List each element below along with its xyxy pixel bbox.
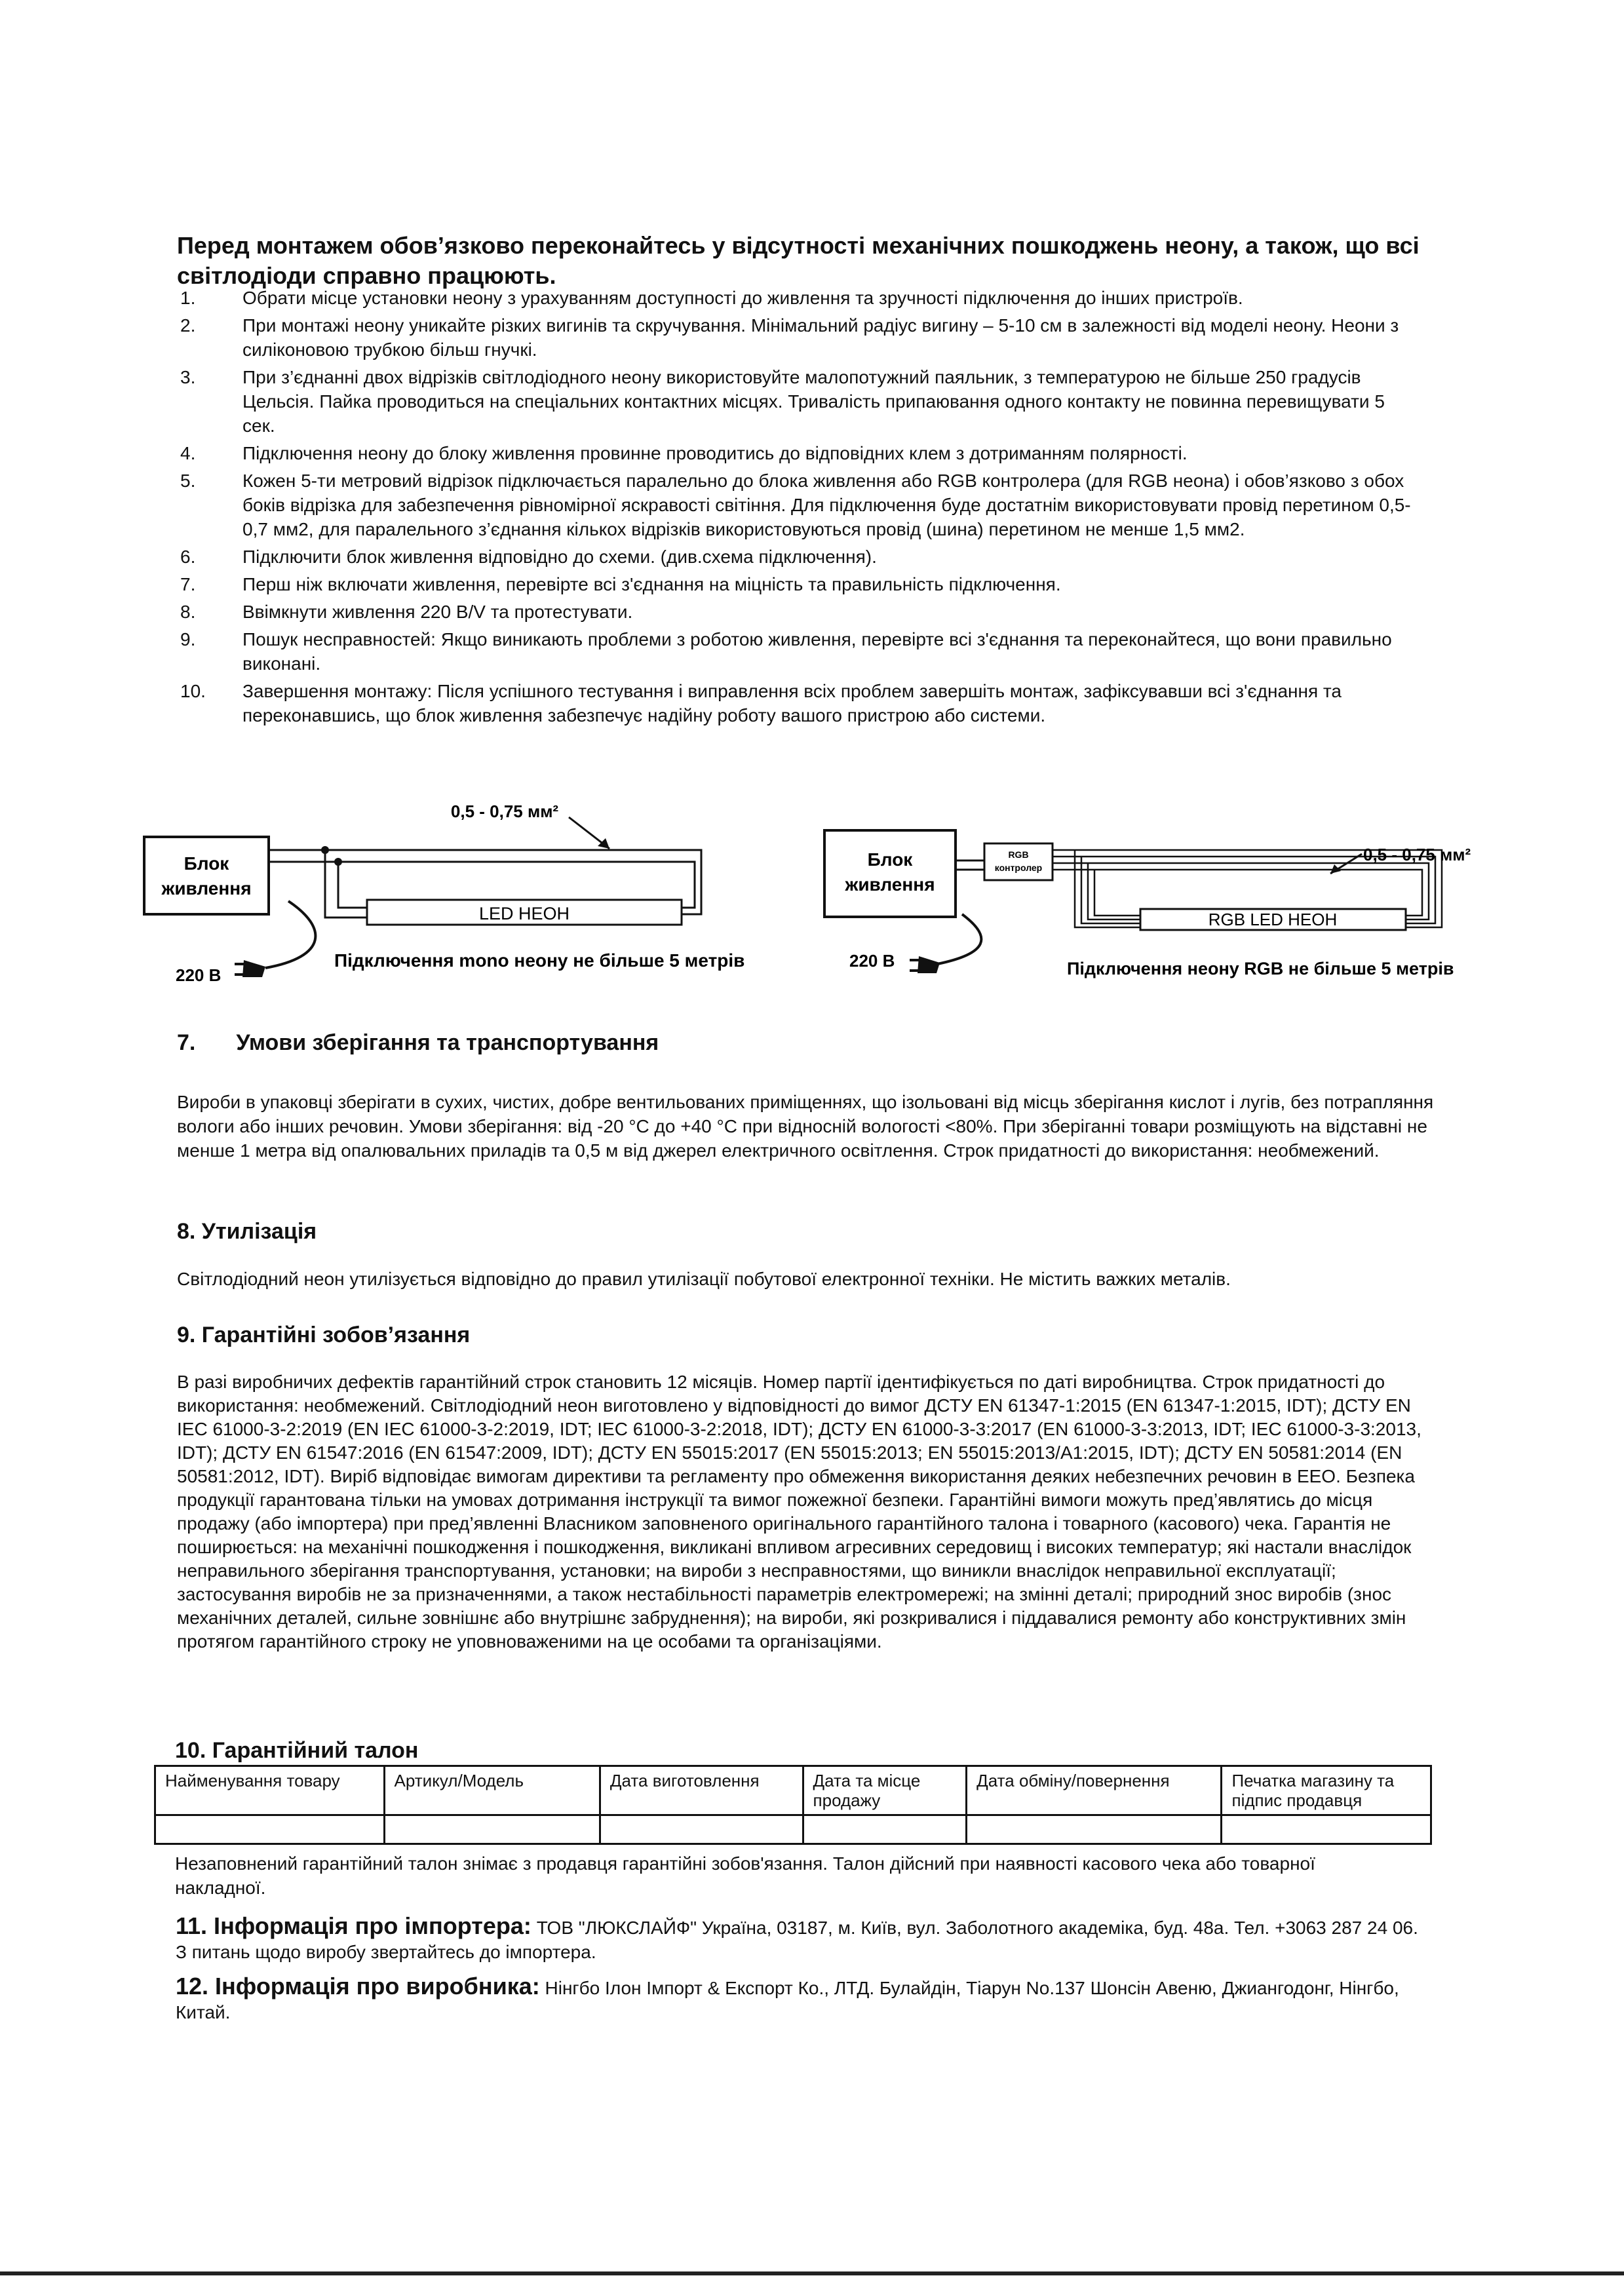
storage-text: Вироби в упаковці зберігати в сухих, чистих, добре вентильованих приміщеннях, що ізольовані від місць зберігання кислот і лугів, без потрапляння вологи або інших речовин. Умови зберігання: від -20 °С до +40 °С при відносній вологості <80%. При зберіганні товари розміщують на відставні не менше 1 метра від опалювальних приладів та 0,5 м від джерел електричного освітлення. Строк придатності до використання: необмежений. [177,1092,1434,1161]
guarantee-note: Незаповнений гарантійний талон знімає з продавця гарантійні зобов'язання. Талон дійсний при наявності касового чека або товарної накладної. [175,1853,1315,1898]
section-storage [177,1030,1435,1163]
step-number: 10. [180,681,206,701]
section-title: Умови зберігання та транспортування [236,1030,659,1055]
manufacturer-text: Нінгбо Ілон Імпорт & Експорт Ко., ЛТД. Булайдін, Тіарун No.137 Шонсін Авеню, Джиангодонг, Нінгбо, Китай. [176,1978,1399,2022]
table-row [155,1815,1431,1844]
strip-label: LED НЕОН [478,904,570,923]
junction-dot [334,858,342,866]
section-title: 8. Утилізація [177,1219,317,1244]
manufacturer-label: 12. Інформація про виробника: [176,1973,540,2000]
step-number: 5. [180,471,196,491]
step-number: 4. [180,443,196,463]
importer-text: ТОВ "ЛЮКСЛАЙФ" Україна, 03187, м. Київ, вул. Заболотного академіка, буд. 48а. Тел. +3063 287 24 06. З питань щодо виробу звертайтесь до імпортера. [176,1918,1418,1962]
psu-label-line2: живлення [161,878,252,898]
step-text: Перш ніж включати живлення, перевірте всі з'єднання на міцність та правильність підключення. [242,574,1061,594]
table-cell [600,1815,803,1844]
controller-label-line2: контролер [994,862,1043,873]
guarantee-table [154,1765,1432,1845]
disposal-text: Світлодіодний неон утилізується відповідно до правил утилізації побутової електронної техніки. Не містить важких металів. [177,1269,1231,1289]
table-cell [155,1815,385,1844]
table-header-row [155,1766,1431,1815]
step-number: 6. [180,547,196,567]
wire-gauge-label: 0,5 - 0,75 мм² [1363,845,1471,864]
intro-title: Перед монтажем обов’язково переконайтесь у відсутності механічних пошкоджень неону, а також, що всі світлодіоди справно працюють. [177,232,1420,289]
strip-label: RGB LED НЕОН [1208,910,1338,929]
controller-label-line1: RGB [1008,849,1029,860]
plug-icon [918,956,940,973]
step-number: 2. [180,315,196,336]
table-cell [1222,1815,1431,1844]
list-item [177,627,1422,676]
psu-label-line1: Блок [867,849,913,870]
list-item [177,572,1422,596]
step-text: Пошук несправностей: Якщо виникають проблеми з роботою живлення, перевірте всі з'єднання та переконайтеся, що вони правильно виконані. [242,629,1392,674]
junction-dot [321,846,329,854]
step-number: 9. [180,629,196,649]
importer-info [176,1914,1434,1964]
voltage-label: 220 В [176,965,222,985]
step-number: 8. [180,602,196,622]
step-text: Ввімкнути живлення 220 В/V та протестувати. [242,602,633,622]
step-text: Підключення неону до блоку живлення провинне проводитись до відповідних клем з дотриманням полярності. [242,443,1188,463]
list-item [177,679,1422,727]
list-item [177,365,1422,438]
rgb-wiring-diagram [813,790,1481,999]
manufacturer-info [176,1974,1434,2024]
column-header: Дата обміну/повернення [967,1766,1222,1815]
list-item [177,286,1422,310]
list-item [177,469,1422,541]
section-heading [177,1030,1435,1056]
step-text: При з’єднанні двох відрізків світлодіодного неону використовуйте малопотужний паяльник, з температурою не більше 250 градусів Цельсія. Пайка проводиться на спеціальних контактних місцях. Тривалість припаювання одного контакту не повинна перевищувати 5 сек. [242,367,1385,436]
section-title: 10. Гарантійний талон [175,1738,419,1763]
step-number: 1. [180,288,196,308]
list-item [177,441,1422,465]
mono-wiring-diagram [131,790,786,999]
warranty-text: В разі виробничих дефектів гарантійний строк становить 12 місяців. Номер партії ідентифікується по даті виробництва. Строк придатності до використання: необмежений. Світлодіодний неон виготовлено у відповідності до вимог ДСТУ EN 61347-1:2015 (EN 61347-1:2015, IDT); ДСТУ EN IEC 61000-3-2:2019 (EN IEC 61000-3-2:2019, IDT; IEC 61000-3-2:2018, IDT); ДСТУ EN 61000-3-3:2017 (EN 61000-3-3:2013, IDT; IEC 61000-3-3:2013, IDT); ДСТУ EN 61547:2016 (EN 61547:2009, IDT); ДСТУ EN 55015:2017 (EN 55015:2013; EN 55015:2013/A1:2015, IDT); ДСТУ EN 50581:2014 (EN 50581:2012, IDT). Виріб відповідає вимогам директиви та регламенту про обмеження використання деяких небезпечних речовин в ЕЕО. Безпека продукції гарантована тільки на умовах дотримання інструкції та вимог пожежної безпеки. Гарантійні вимоги можуть пред’являтись до місця продажу (або імпортера) при пред’явленні Власником заповненого оригінального гарантійного талона і товарного (касового) чека. Гарантія не поширюється: на механічні пошкодження і пошкодження, викликані впливом агресивних середовищ і високих температур; які настали внаслідок неправильного зберігання транспортування, установки; на вироби з несправностями, що виникли внаслідок неправильної експлуатації; застосування виробів не за призначеннями, а також нестабільності параметрів електромережі; на змінні деталі; природний знос виробів (знос механічних деталей, сильне зовнішнє або внутрішнє забруднення); на вироби, які розкривалися і піддавалися ремонту або конструктивних змін протягом гарантійного строку не уповноваженими на це особами та організаціями. [177,1372,1421,1652]
table-cell [384,1815,600,1844]
section-number: 7. [177,1030,196,1055]
table-cell [967,1815,1222,1844]
section-title: 9. Гарантійні зобов’язання [177,1323,471,1347]
power-supply-box [144,837,269,914]
step-number: 3. [180,367,196,387]
psu-label-line2: живлення [845,874,935,895]
section-warranty [177,1323,1435,1653]
list-item [177,545,1422,569]
psu-label-line1: Блок [184,853,229,874]
column-header: Дата виготовлення [600,1766,803,1815]
column-header: Найменування товару [155,1766,385,1815]
diagram-caption: Підключення неону RGB не більше 5 метрів [1067,959,1454,978]
step-number: 7. [180,574,196,594]
plug-icon [242,960,265,977]
importer-label: 11. Інформація про імпортера: [176,1912,532,1939]
section-disposal [177,1219,1435,1291]
step-text: Завершення монтажу: Після успішного тестування і виправлення всіх проблем завершіть монтаж, зафіксувавши всі з'єднання та переконавшись, що блок живлення забезпечує надійну роботу вашого пристрою або системи. [242,681,1342,725]
list-item [177,313,1422,362]
power-cord [265,901,315,968]
power-supply-box [824,830,956,917]
column-header: Печатка магазину та підпис продавця [1222,1766,1431,1815]
psu-to-controller-wires [956,860,984,870]
table-cell [803,1815,967,1844]
column-header: Дата та місце продажу [803,1766,967,1815]
scan-edge-line [0,2271,1624,2275]
step-text: При монтажі неону уникайте різких вигинів та скручування. Мінімальний радіус вигину – 5-10 см в залежності від моделі неону. Неони з силіконовою трубкою більш гнучкі. [242,315,1399,360]
wire-gauge-label: 0,5 - 0,75 мм² [450,802,559,821]
list-item [177,600,1422,624]
step-text: Підключити блок живлення відповідно до схеми. (див.схема підключення). [242,547,877,567]
column-header: Артикул/Модель [384,1766,600,1815]
installation-steps [177,286,1422,731]
step-text: Кожен 5-ти метровий відрізок підключається паралельно до блока живлення або RGB контролера (для RGB неона) і обов’язково з обох боків відрізка для забезпечення рівномірної яскравості світіння. Для підключення буде достатнім використовувати провід перетином 0,5-0,7 мм2, для паралельного з’єднання кількох відрізків використовуються провід (шина) перетином не менше 1,5 мм2. [242,471,1411,539]
diagram-caption: Підключення mono неону не більше 5 метрів [334,950,745,971]
voltage-label: 220 В [849,951,895,971]
power-cord [937,914,981,964]
section-guarantee-card [154,1738,1432,1900]
step-text: Обрати місце установки неону з урахуванням доступності до живлення та зручності підключення до інших пристроїв. [242,288,1243,308]
